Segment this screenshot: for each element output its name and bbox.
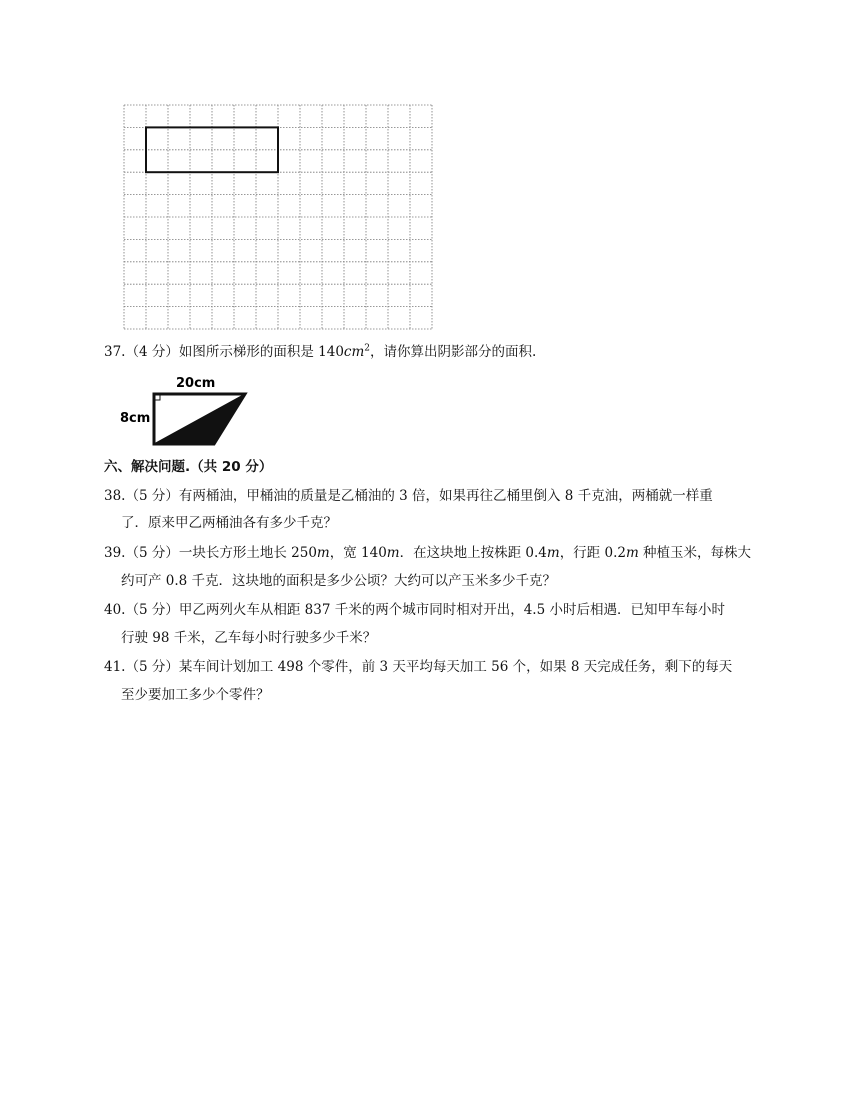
trapezoid-figure	[118, 372, 248, 450]
q37-exponent: 2	[364, 343, 371, 354]
question-39-line1	[104, 544, 751, 563]
q39-text-1: 39.（5 分）一块长方形土地长 250	[104, 545, 317, 561]
question-37	[104, 343, 536, 362]
question-41-line1: 41.（5 分）某车间计划加工 498 个零件，前 3 天平均每天加工 56 个，如果 8 天完成任务，剩下的每天	[104, 659, 733, 675]
q39-text-2: ，宽 140	[329, 545, 387, 561]
q39-unit-1: m	[316, 545, 330, 561]
q37-text-end: ，请你算出阴影部分的面积.	[370, 344, 537, 360]
trapezoid-top-label: 20cm	[176, 376, 216, 391]
question-39-line2: 约可产 0.8 千克．这块地的面积是多少公顷？大约可以产玉米多少千克？	[121, 573, 557, 589]
q39-text-5: 种植玉米，每株大	[638, 545, 752, 561]
section-title: 六、解决问题.（共 20 分）	[104, 459, 273, 475]
q39-unit-3: m	[546, 545, 560, 561]
question-41-line2: 至少要加工多少个零件？	[121, 687, 270, 703]
question-38-line1: 38.（5 分）有两桶油，甲桶油的质量是乙桶油的 3 倍，如果再往乙桶里倒入 8 千克油，两桶就一样重	[104, 488, 713, 504]
q39-text-3: ．在这块地上按株距 0.4	[399, 545, 547, 561]
q37-text: 37.（4 分）如图所示梯形的面积是 140	[104, 344, 344, 360]
q39-unit-4: m	[625, 545, 639, 561]
question-40-line1: 40.（5 分）甲乙两列火车从相距 837 千米的两个城市同时相对开出，4.5 小时后相遇．已知甲车每小时	[104, 602, 725, 618]
question-38-line2: 了．原来甲乙两桶油各有多少千克？	[121, 515, 337, 531]
question-40-line2: 行驶 98 千米，乙车每小时行驶多少千米？	[121, 630, 377, 646]
dotted-grid-figure	[123, 104, 433, 330]
trapezoid-height-label: 8cm	[120, 411, 151, 426]
q39-text-4: ，行距 0.2	[559, 545, 626, 561]
grid-svg	[123, 104, 433, 330]
q37-unit: cm	[343, 344, 365, 360]
q39-unit-2: m	[386, 545, 400, 561]
